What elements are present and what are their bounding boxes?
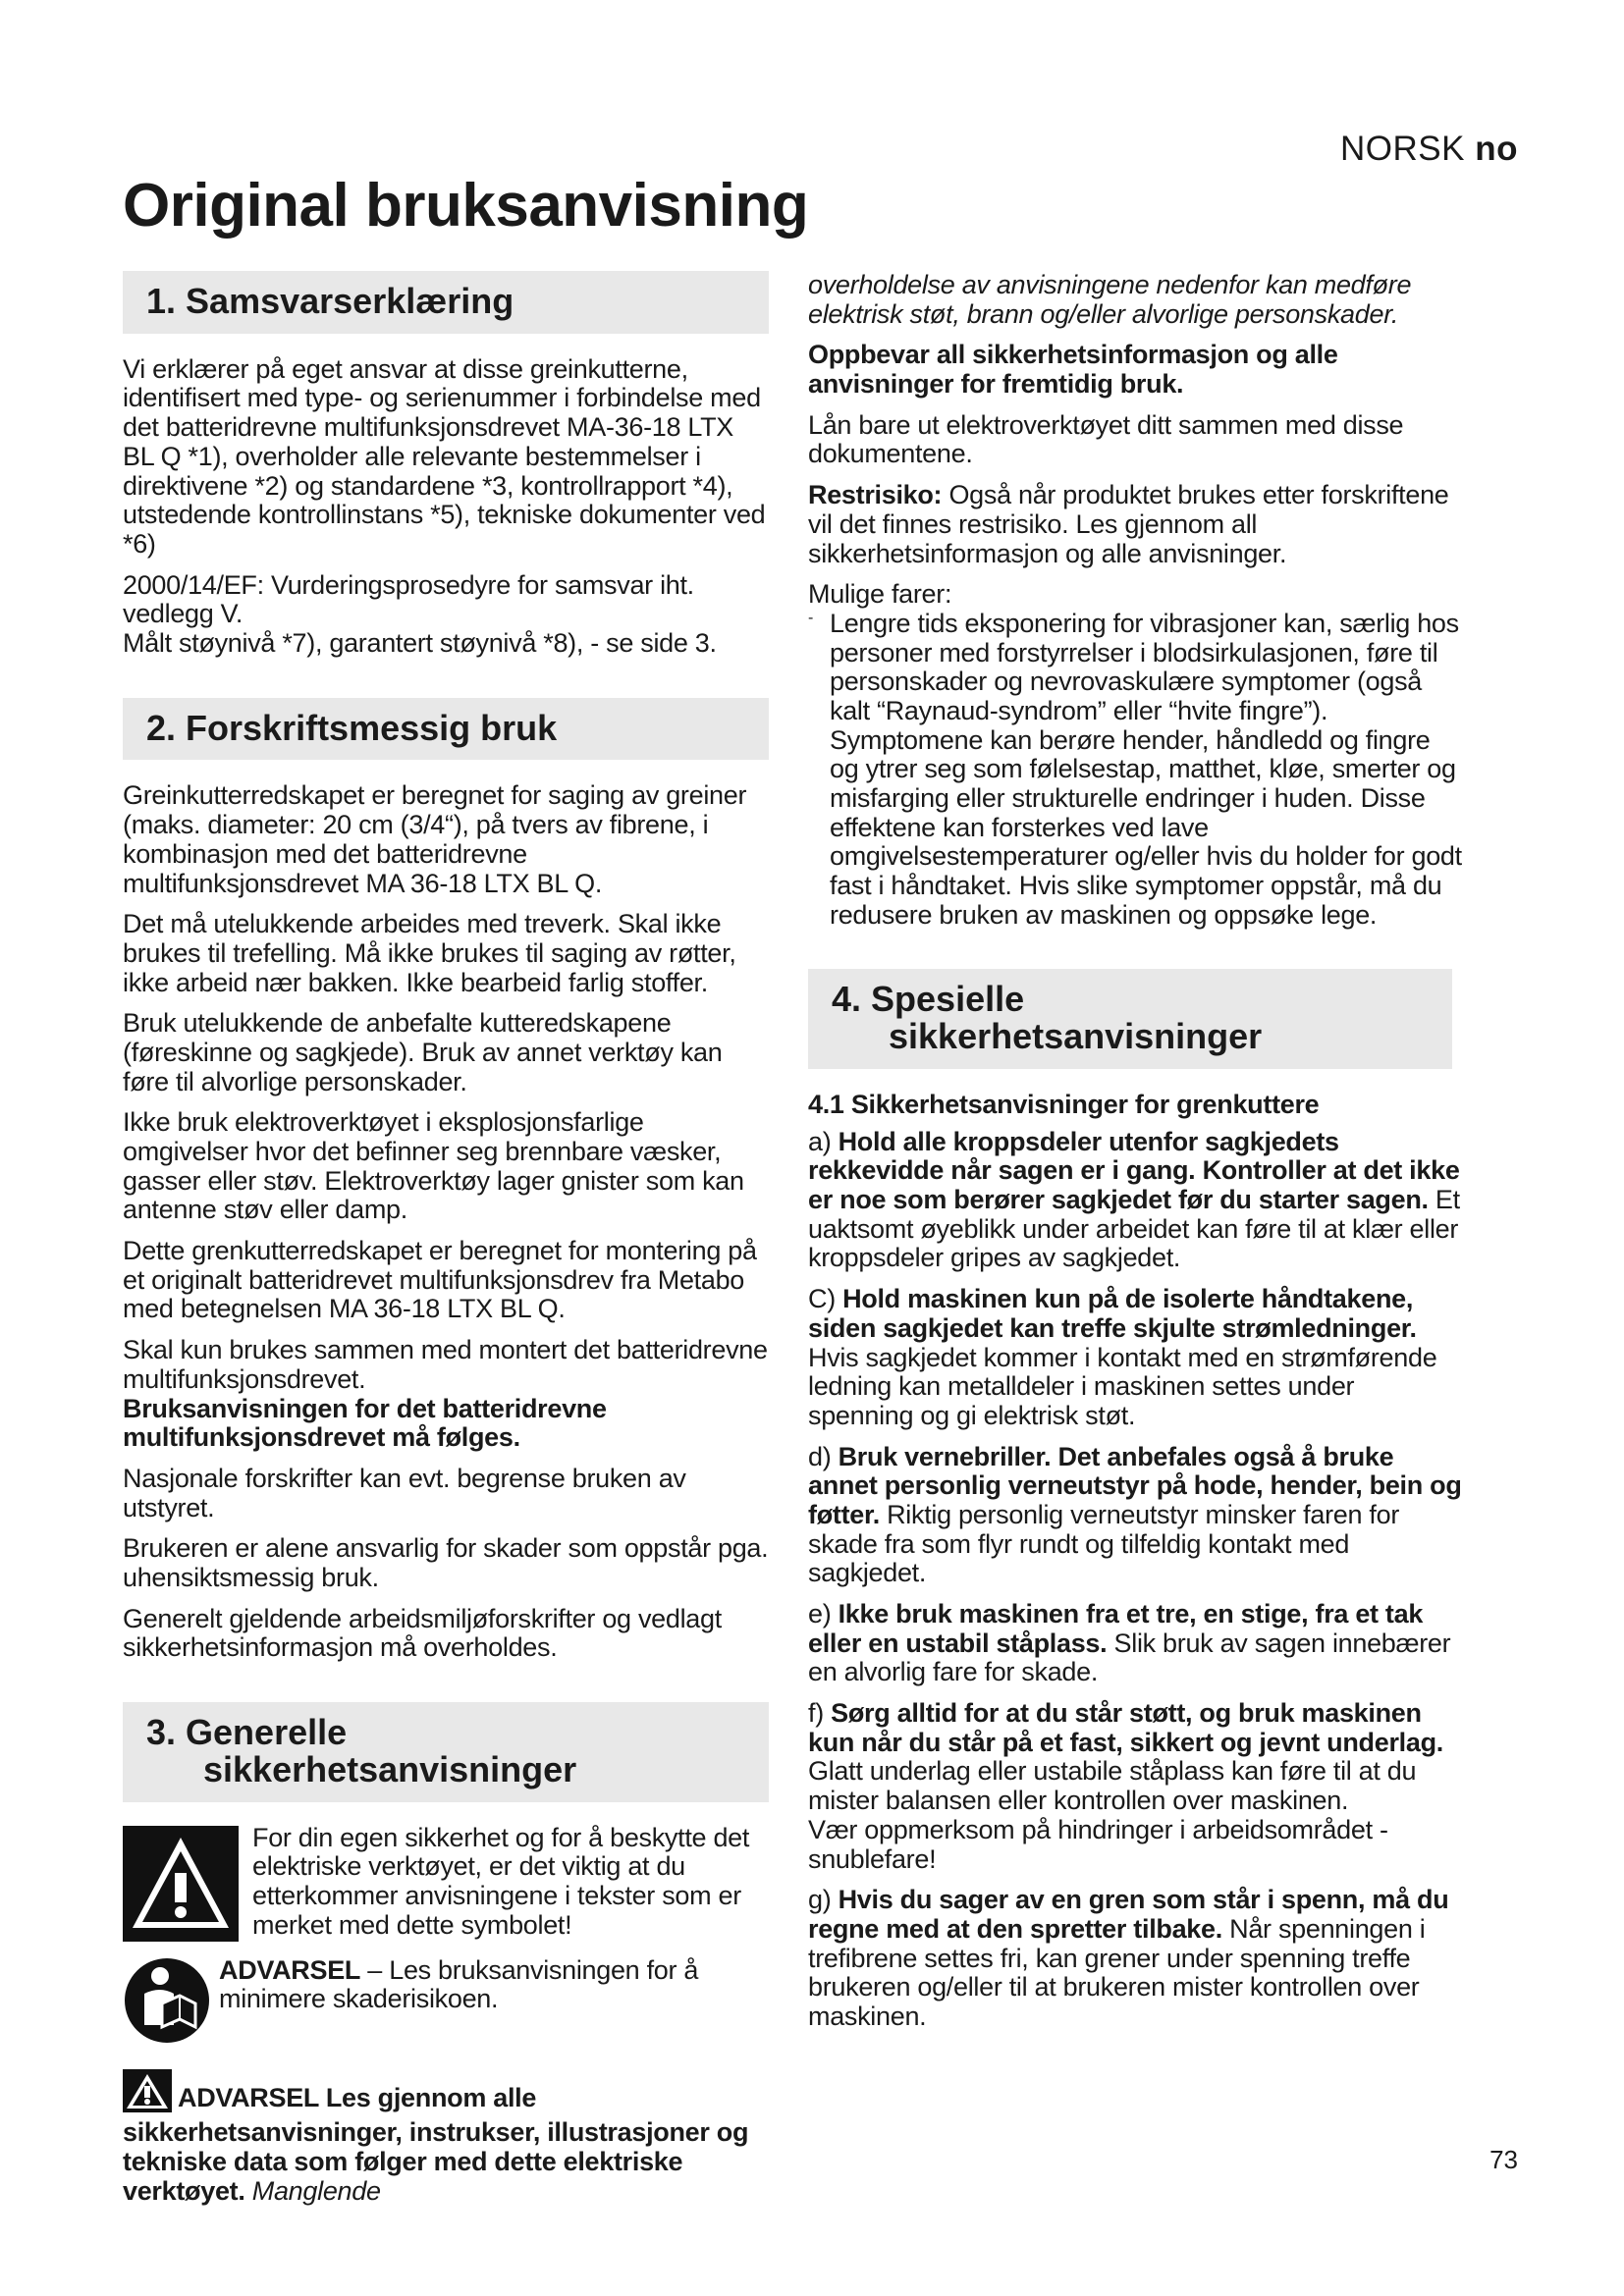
instruction-e	[808, 1600, 1462, 1687]
advarsel-bold-text: ADVARSEL Les gjennom alle sikkerhetsanvisninger, instrukser, illustrasjoner og tekniske data som følger med dette elektriske verktøyet.	[123, 2082, 749, 2206]
language-code: no	[1475, 130, 1518, 168]
s1-paragraph-1: Vi erklærer på eget ansvar at disse greinkutterne, identifisert med type- og serienummer i forbindelse med det batteridrevne multifunksjonsdrevet MA-36-18 LTX BL Q *1), overholder alle relevante bestemmelser i direktivene *2) og standardene *3, kontrollrapport *4), utstedende kontrollinstans *5), tekniske dokumenter ved *6)	[123, 353, 766, 559]
language-name: NORSK	[1340, 130, 1465, 168]
subsection-4-1-heading: 4.1 Sikkerhetsanvisninger for grenkuttere	[808, 1090, 1320, 1120]
s2-paragraph-8: Brukeren er alene ansvarlig for skader som oppstår pga. uhensiktsmessig bruk.	[123, 1533, 769, 1592]
s2-p6-text: Skal kun brukes sammen med montert det batteridrevne multifunksjonsdrevet.	[123, 1335, 768, 1394]
section-2-title: Forskriftsmessig bruk	[186, 707, 558, 748]
s2-p6-bold: Bruksanvisningen for det batteridrevne multifunksjonsdrevet må følges.	[123, 1393, 607, 1453]
residual-risk-body: Også når produktet brukes etter forskriftene vil det finnes restrisiko. Les gjennom all sikkerhetsinformasjon og alle anvisninger.	[808, 480, 1449, 568]
s1-paragraph-3: Målt støynivå *7), garantert støynivå *8), - se side 3.	[123, 627, 717, 658]
danger-bullet-item	[808, 610, 1462, 942]
section-3-heading	[123, 1702, 769, 1802]
section-4-title-line1: Spesielle	[871, 979, 1025, 1020]
page-number: 73	[1489, 2145, 1518, 2174]
instruction-f-label: f)	[808, 1698, 832, 1729]
advarsel-paragraph	[123, 2069, 769, 2207]
s1-paragraph-2: 2000/14/EF: Vurderingsprosedyre for samsvar iht. vedlegg V.	[123, 569, 694, 629]
bullet-dash: -	[808, 609, 814, 626]
s2-paragraph-7: Nasjonale forskrifter kan evt. begrense bruken av utstyret.	[123, 1463, 686, 1522]
warning-symbol-block	[123, 1824, 769, 1947]
document-title: Original bruksanvisning	[123, 172, 809, 240]
instruction-d-label: d)	[808, 1441, 839, 1471]
s2-paragraph-1: Greinkutterredskapet er beregnet for saging av greiner (maks. diameter: 20 cm (3/4“), på tvers av fibrene, i kombinasjon med det batteridrevne multifunksjonsdrevet MA 36-18 LTX BL Q.	[123, 780, 747, 898]
section-2-number: 2.	[146, 707, 177, 748]
instruction-d-bold: Bruk vernebriller. Det anbefales også å bruke annet personlig verneutstyr på hode, hender, bein og føtter.	[808, 1441, 1462, 1529]
instruction-a	[808, 1128, 1462, 1273]
keep-instructions-text: Oppbevar all sikkerhetsinformasjon og alle anvisninger for fremtidig bruk.	[808, 340, 1338, 400]
s2-paragraph-6	[123, 1336, 769, 1453]
instruction-g-text: Når spenningen i trefibrene settes fri, kan grener under spenning treffe brukeren og/eller til at brukeren mister kontrollen over maskinen.	[808, 1913, 1426, 2031]
instruction-e-label: e)	[808, 1599, 839, 1629]
language-label	[1340, 130, 1518, 169]
possible-dangers-label: Mulige farer:	[808, 579, 952, 610]
advarsel-italic-continued: overholdelse av anvisningene nedenfor kan medføre elektrisk støt, brann og/eller alvorlige personskader.	[808, 270, 1412, 329]
right-column	[808, 271, 1462, 2044]
read-manual-block	[123, 1956, 769, 2050]
section-1-heading	[123, 271, 769, 334]
instruction-f-bold: Sørg alltid for at du står støtt, og bruk maskinen kun når du står på et fast, sikkert og jevnt underlag.	[808, 1698, 1443, 1757]
instruction-e-text: Slik bruk av sagen innebærer en alvorlig fare for skade.	[808, 1628, 1451, 1687]
s2-paragraph-2: Det må utelukkende arbeides med treverk. Skal ikke brukes til trefelling. Må ikke brukes til saging av røtter, ikke arbeid nær bakken. Ikke bearbeid farlig stoffer.	[123, 909, 736, 997]
instruction-g-label: g)	[808, 1885, 839, 1915]
instruction-f	[808, 1699, 1462, 1816]
section-4-heading	[808, 969, 1452, 1069]
section-4-title-line2: sikkerhetsanvisninger	[889, 1016, 1263, 1057]
section-3-number: 3.	[146, 1712, 177, 1753]
instruction-c-label: C)	[808, 1284, 843, 1314]
instruction-e-bold: Ikke bruk maskinen fra et tre, en stige, fra et tak eller en ustabil ståplass.	[808, 1599, 1424, 1658]
read-manual-body: – Les bruksanvisningen for å minimere skaderisikoen.	[219, 1954, 699, 2014]
instruction-c-text: Hvis sagkjedet kommer i kontakt med en strømførende ledning kan metalldeler i maskinen settes under spenning og gi elektrisk støt.	[808, 1342, 1437, 1430]
small-warning-triangle-icon	[123, 2069, 172, 2119]
instruction-a-text: Et uaktsomt øyeblikk under arbeidet kan føre til at klær eller kroppsdeler gripes av sagkjedet.	[808, 1185, 1460, 1273]
instruction-c-bold: Hold maskinen kun på de isolerte håndtakene, siden sagkjedet kan treffe skjulte strømledninger.	[808, 1284, 1417, 1343]
instruction-a-bold: Hold alle kroppsdeler utenfor sagkjedets rekkevidde når sagen er i gang. Kontroller at det ikke er noe som berører sagkjedet før du starter sagen.	[808, 1126, 1460, 1215]
section-2-heading	[123, 698, 769, 761]
section-3-title-line1: Generelle	[186, 1712, 348, 1753]
residual-risk-label: Restrisiko:	[808, 480, 943, 510]
left-column	[123, 271, 769, 2217]
section-1-title: Samsvarserklæring	[186, 281, 514, 321]
read-manual-text	[219, 1956, 769, 2014]
section-3-title-line2: sikkerhetsanvisninger	[203, 1748, 577, 1789]
instruction-f-extra: Vær oppmerksom på hindringer i arbeidsområdet - snublefare!	[808, 1814, 1388, 1874]
s2-paragraph-4: Ikke bruk elektroverktøyet i eksplosjonsfarlige omgivelser hvor det befinner seg brennbare væsker, gasser eller støv. Elektroverktøy lager gnister som kan antenne støv eller damp.	[123, 1107, 744, 1225]
lend-tool-text: Lån bare ut elektroverktøyet ditt sammen med disse dokumentene.	[808, 409, 1404, 469]
instruction-d	[808, 1443, 1462, 1588]
warning-symbol-text: For din egen sikkerhet og for å beskytte det elektriske verktøyet, er det viktig at du etterkommer anvisningene i tekster som er merket med dette symbolet!	[252, 1822, 750, 1940]
section-4-number: 4.	[832, 979, 862, 1020]
read-manual-warning-label: ADVARSEL	[219, 1954, 361, 1985]
residual-risk-paragraph	[808, 481, 1462, 568]
instruction-f-text: Glatt underlag eller ustabile ståplass kan føre til at du mister balansen eller kontrollen over maskinen.	[808, 1756, 1417, 1816]
s2-paragraph-5: Dette grenkutterredskapet er beregnet for montering på et originalt batteridrevet multifunksjonsdrev fra Metabo med betegnelsen MA 36-18 LTX BL Q.	[123, 1236, 757, 1324]
instruction-d-text: Riktig personlig verneutstyr minsker faren for skade fra som flyr rundt og tilfeldig kontakt med sagkjedet.	[808, 1499, 1400, 1588]
s2-paragraph-9: Generelt gjeldende arbeidsmiljøforskrifter og vedlagt sikkerhetsinformasjon må overholdes.	[123, 1603, 722, 1663]
instruction-g	[808, 1886, 1462, 2031]
warning-triangle-icon	[123, 1826, 239, 1947]
section-1-number: 1.	[146, 281, 177, 321]
instruction-c	[808, 1285, 1462, 1430]
instruction-a-label: a)	[808, 1126, 839, 1156]
instruction-g-bold: Hvis du sager av en gren som står i spenn, må du regne med at den spretter tilbake.	[808, 1885, 1449, 1944]
s2-paragraph-3: Bruk utelukkende de anbefalte kutteredskapene (føreskinne og sagkjede). Bruk av annet verktøy kan føre til alvorlige personskader.	[123, 1008, 723, 1096]
vibration-danger-text: Lengre tids eksponering for vibrasjoner kan, særlig hos personer med forstyrrelser i blodsirkulasjonen, føre til personskader og nevrovaskulære symptomer (også kalt “Raynaud-syndrom” eller “hvite fingre”). Symptomene kan berøre hender, håndledd og fingre og ytrer seg som følelsestap, matthet, kløe, smerter og misfarging eller strukturelle endringer i huden. Disse effektene kan forsterkes ved lave omgivelsestemperaturer og/eller hvis du holder for godt fast i håndtaket. Hvis slike symptomer oppstår, må du redusere bruken av maskinen og oppsøke lege.	[830, 608, 1462, 930]
advarsel-italic-start: Manglende	[244, 2175, 381, 2206]
read-manual-icon	[123, 1956, 211, 2050]
